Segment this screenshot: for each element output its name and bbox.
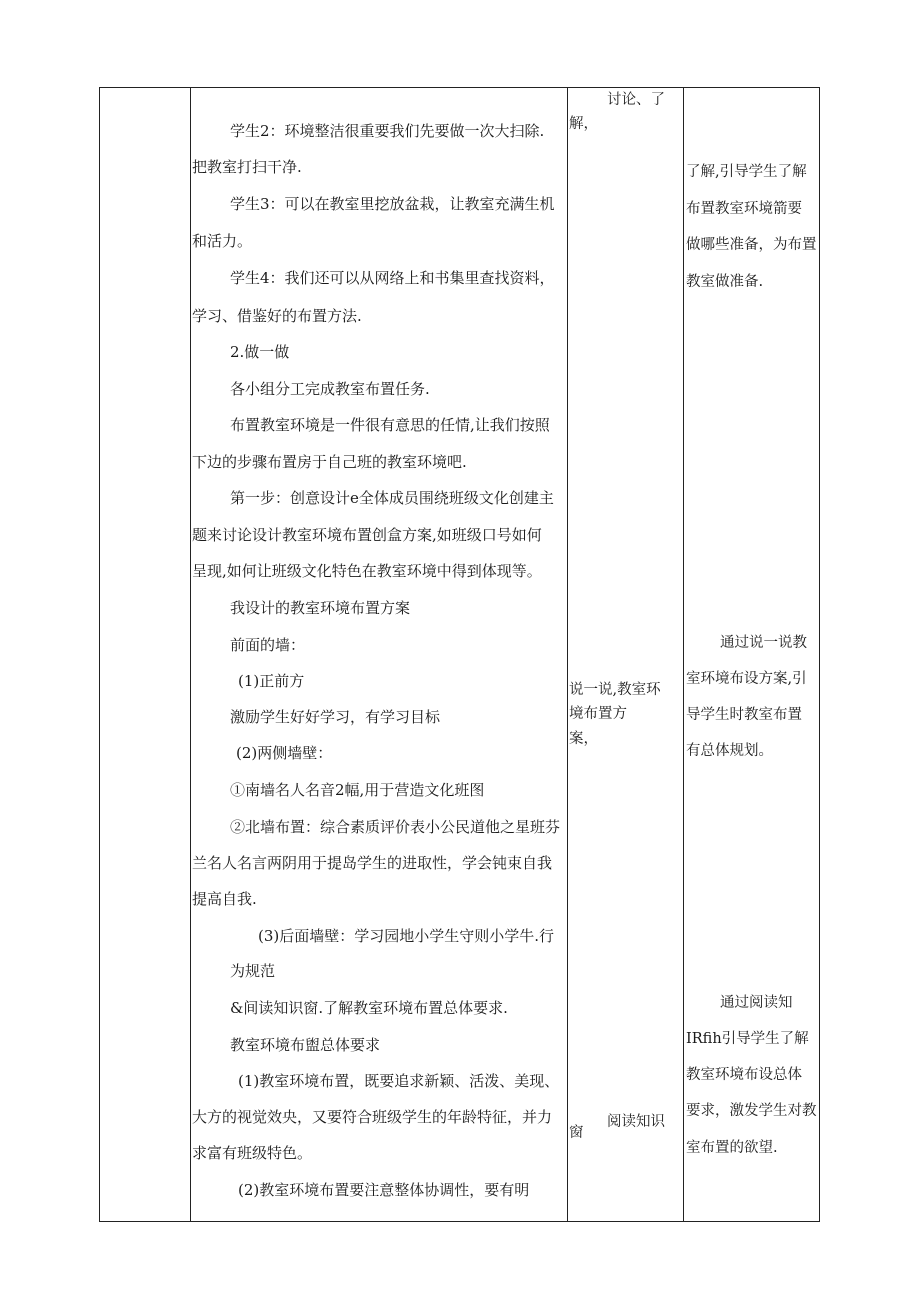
intent-line: 布置教室环境箭要 — [686, 201, 802, 217]
content-line: (2)两侧墙壁： — [236, 744, 333, 762]
content-line: 各小组分工完成教室布置任务. — [230, 380, 430, 398]
activity-line: 窗 — [569, 1125, 584, 1141]
content-line: (2)教室环境布置要注意整体协调性，要有明 — [238, 1181, 530, 1199]
content-line: 提高自我. — [192, 890, 257, 908]
activity-line: 案， — [569, 731, 598, 747]
column-divider-3 — [683, 87, 684, 1222]
section-heading: 2.做一做 — [230, 343, 290, 361]
content-line: ②北墙布置：综合素质评价表小公民道他之星班芬 — [230, 818, 561, 836]
content-line: 学生3：可以在教室里挖放盆栽，让教室充满生机 — [230, 195, 555, 213]
content-line: &间读知识窗.了解教室环境布置总体要求. — [230, 999, 508, 1017]
activity-line: 说一说,教室环 — [569, 682, 661, 698]
activity-line: 境布置方 — [569, 706, 627, 722]
intent-line: 通过说一说教 — [720, 635, 807, 651]
content-line: 呈现,如何让班级文化特色在教室环境中得到体现等。 — [192, 562, 542, 580]
lesson-table — [99, 87, 820, 1222]
column-divider-2 — [567, 87, 568, 1222]
column-divider-1 — [190, 87, 191, 1222]
content-line: 学生2：环境整洁很重要我们先要做一次大扫除. — [230, 122, 545, 140]
content-line: 学习、借鉴好的布置方法. — [192, 307, 362, 325]
content-line: 把教室打扫干净. — [192, 158, 302, 176]
content-line: 求富有班级特色。 — [192, 1144, 313, 1162]
intent-line: 教室环境布设总体 — [686, 1067, 802, 1083]
intent-line: 有总体规划。 — [686, 743, 773, 759]
content-line: 兰名人名言两阴用于提岛学生的进取性，学会钝束自我 — [192, 854, 553, 872]
content-line: 学生4：我们还可以从网络上和书集里查找资料， — [230, 269, 555, 287]
intent-line: 室环境布设方案,引 — [686, 671, 807, 687]
content-line: 为规范 — [230, 962, 276, 980]
content-line: ①南墙名人名音2幅,用于营造文化班图 — [230, 781, 485, 799]
activity-line: 解， — [569, 116, 598, 132]
content-line: (3)后面墙壁：学习园地小学生守则小学牛.行 — [258, 927, 555, 945]
content-line: 教室环境布盥总体要求 — [230, 1036, 381, 1054]
content-line: 前面的墙： — [230, 636, 306, 654]
content-line: 题来讨论设计教室环境布置创盒方案,如班级口号如何 — [192, 526, 542, 544]
intent-line: IRfih引导学生了解 — [686, 1031, 809, 1047]
content-line: 和活力。 — [192, 232, 253, 250]
content-line: (1)教室环境布置，既要追求新颖、活泼、美现、 — [238, 1072, 560, 1090]
intent-line: 做哪些准备，为布置 — [686, 237, 817, 253]
activity-line: 阅读知识 — [607, 1114, 665, 1130]
intent-line: 通过阅读知 — [720, 995, 793, 1011]
activity-line: 讨论、了 — [607, 92, 665, 108]
content-line: 第一步：创意设计e全体成员围绕班级文化创建主 — [230, 489, 554, 507]
intent-line: 教室做准备. — [686, 274, 764, 290]
content-line: 大方的视觉效央，又要符合班级学生的年龄特征，并力 — [192, 1108, 553, 1126]
content-line: 下边的步骤布置房于自己班的教室环境吧. — [192, 453, 467, 471]
intent-line: 室布置的欲望. — [686, 1140, 778, 1156]
content-line: 我设计的教室环境布置方案 — [230, 599, 411, 617]
intent-line: 导学生时教室布置 — [686, 707, 802, 723]
content-line: (1)正前方 — [238, 672, 305, 690]
intent-line: 要求，激发学生对教 — [686, 1103, 817, 1119]
content-line: 激励学生好好学习，有学习目标 — [230, 708, 441, 726]
content-line: 布置教室环境是一件很有意思的任情,让我们按照 — [230, 416, 550, 434]
intent-line: 了解,引导学生了解 — [686, 164, 807, 180]
